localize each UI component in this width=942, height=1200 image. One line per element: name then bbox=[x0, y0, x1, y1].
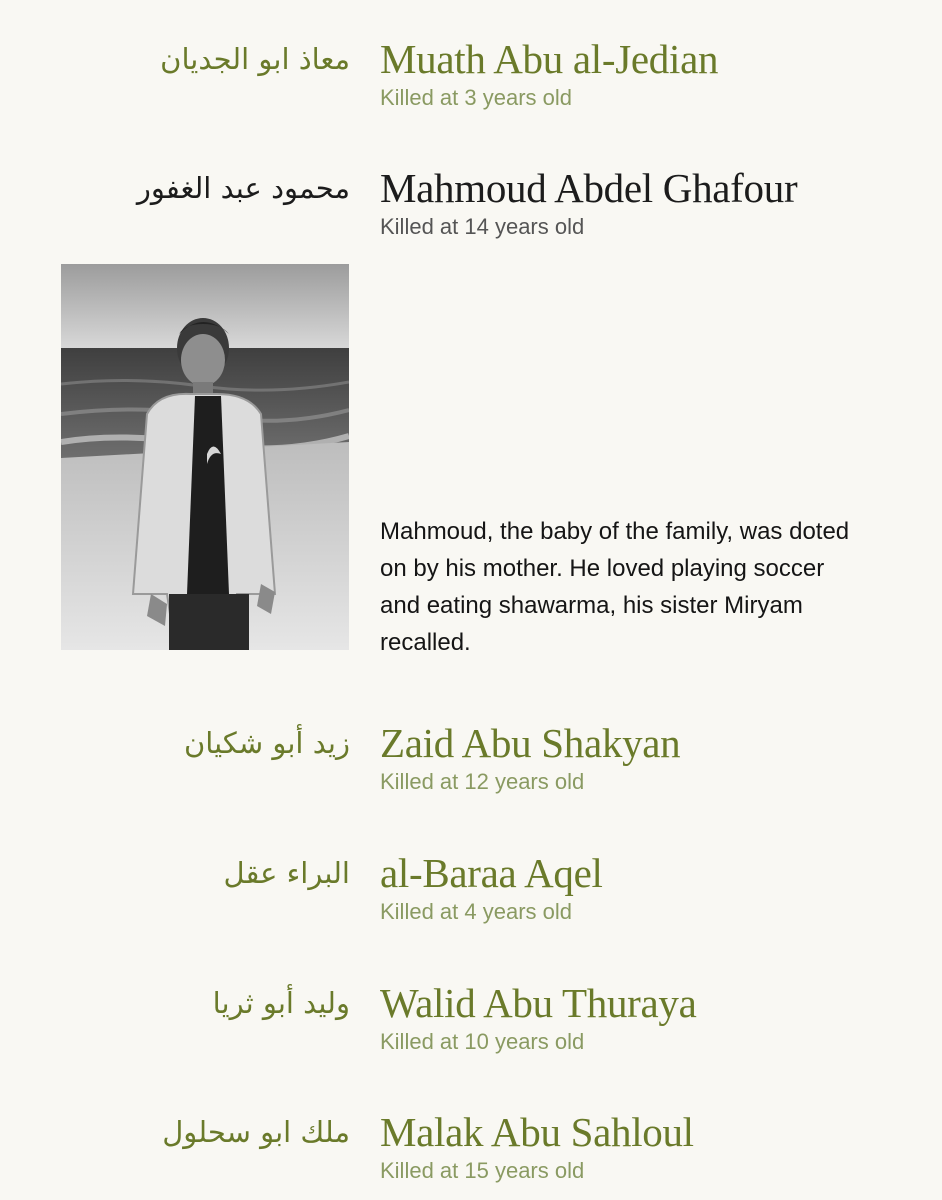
victim-entry bbox=[0, 981, 942, 1061]
victim-arabic-name: معاذ ابو الجديان bbox=[160, 42, 350, 76]
victim-age: Killed at 14 years old bbox=[380, 214, 585, 239]
victim-arabic-name: محمود عبد الغفور bbox=[136, 171, 350, 205]
victim-name: Mahmoud Abdel Ghafour bbox=[380, 165, 798, 211]
victim-age: Killed at 4 years old bbox=[380, 899, 572, 924]
victim-name: Malak Abu Sahloul bbox=[380, 1109, 694, 1155]
victim-arabic-name: ملك ابو سحلول bbox=[162, 1115, 350, 1149]
victim-name: Zaid Abu Shakyan bbox=[380, 720, 681, 766]
boy-on-beach-photo bbox=[61, 264, 349, 650]
victim-arabic-name: البراء عقل bbox=[223, 856, 350, 890]
victim-age: Killed at 12 years old bbox=[380, 769, 585, 794]
victim-arabic-name: وليد أبو ثريا bbox=[212, 986, 350, 1020]
victim-entry-featured bbox=[0, 166, 942, 246]
victim-age: Killed at 15 years old bbox=[380, 1158, 585, 1183]
victim-name: al-Baraa Aqel bbox=[380, 850, 603, 896]
victim-name: Muath Abu al-Jedian bbox=[380, 36, 719, 82]
victim-entry bbox=[0, 851, 942, 931]
victim-arabic-name: زيد أبو شكيان bbox=[183, 726, 350, 760]
victim-entry bbox=[0, 1110, 942, 1190]
victim-age: Killed at 10 years old bbox=[380, 1029, 585, 1054]
victim-age: Killed at 3 years old bbox=[380, 85, 572, 110]
victim-entry bbox=[0, 37, 942, 117]
victim-name: Walid Abu Thuraya bbox=[380, 980, 697, 1026]
victim-entry bbox=[0, 721, 942, 801]
photo-caption: Mahmoud, the baby of the family, was doted on by his mother. He loved playing soccer and eating shawarma, his sister Miryam recalled. bbox=[380, 518, 850, 656]
